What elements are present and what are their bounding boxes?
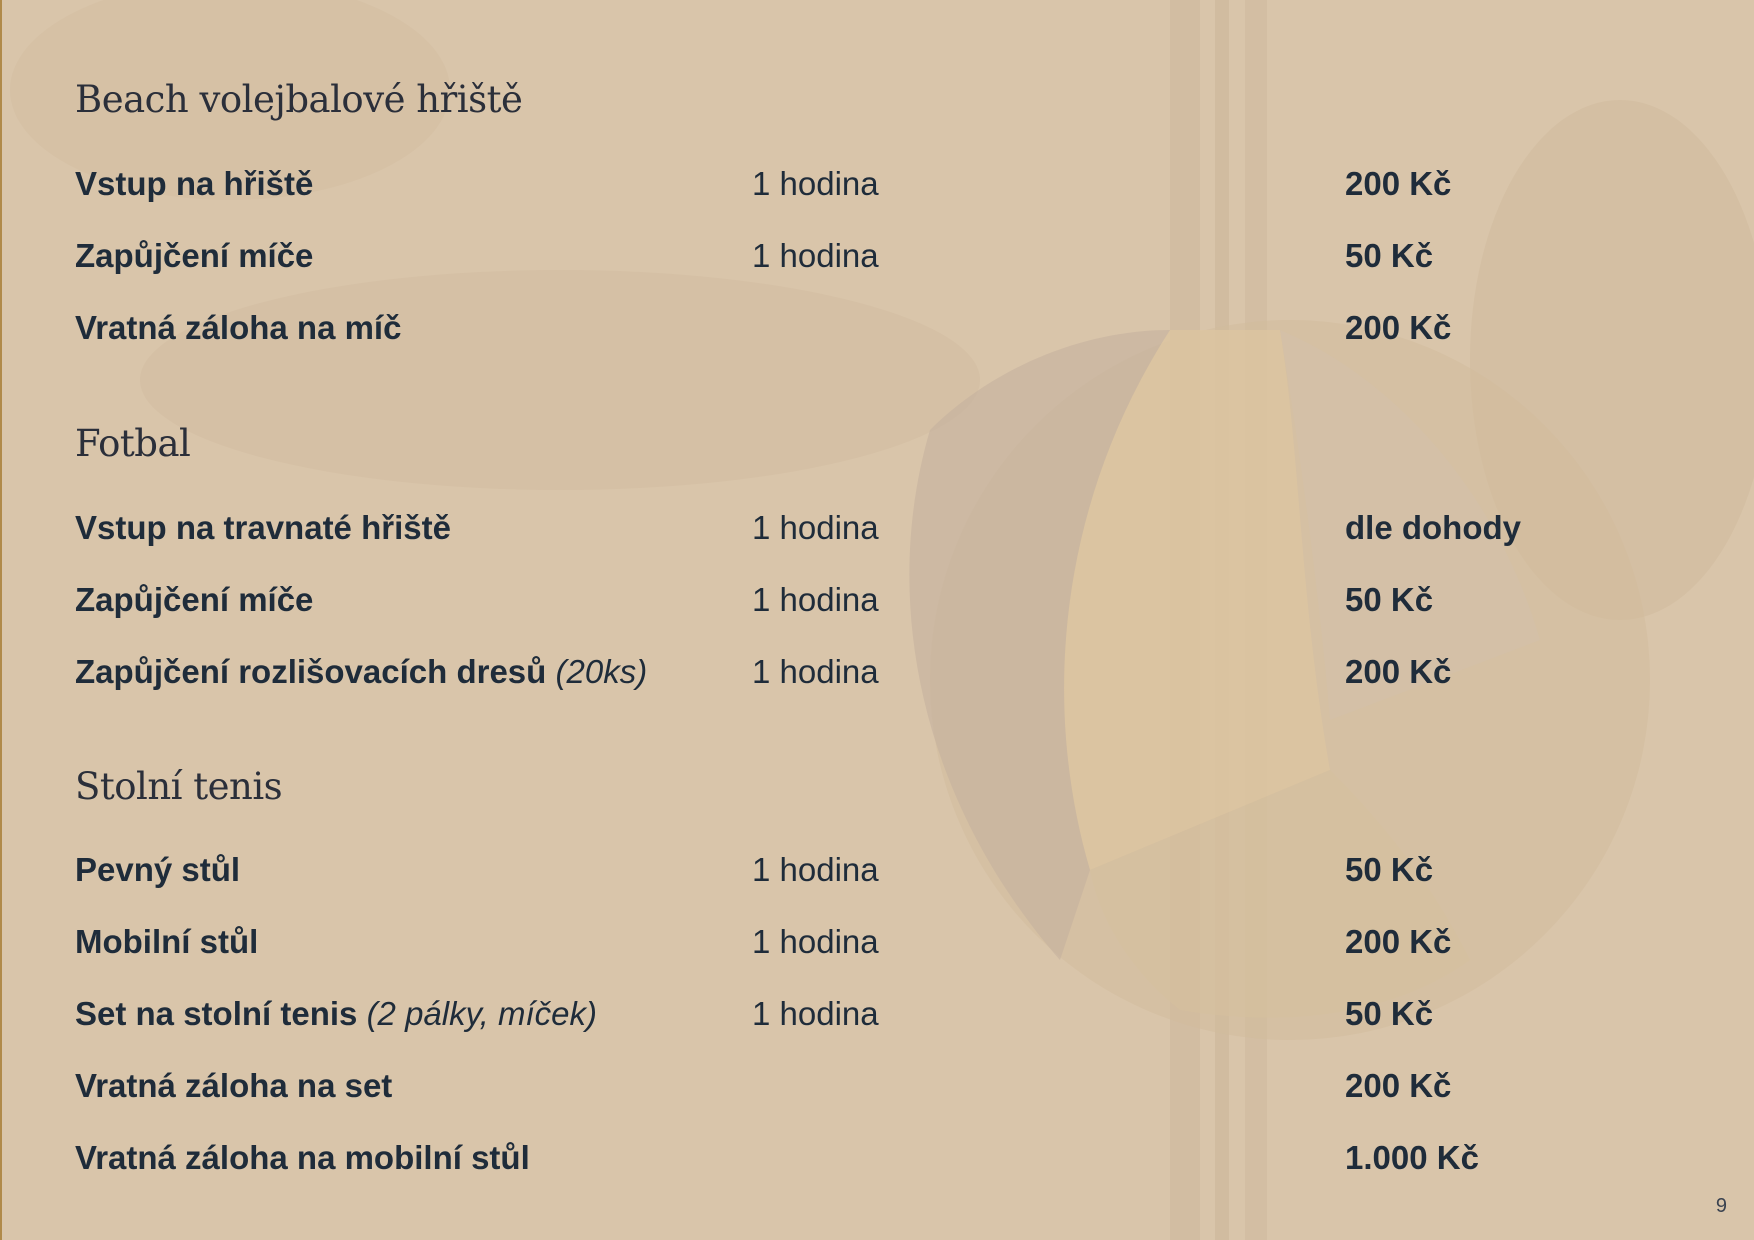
page-number: 9: [1715, 1195, 1727, 1217]
item-label: Vratná záloha na mobilní stůl: [75, 1139, 530, 1176]
price-label: 200 Kč: [1345, 165, 1452, 202]
item-name: Set na stolní tenis: [75, 995, 358, 1032]
item-label: Vstup na travnaté hřiště: [75, 509, 451, 546]
item-label: [75, 653, 647, 691]
item-name: Zapůjčení rozlišovacích dresů: [75, 653, 547, 690]
item-label: Vstup na hřiště: [75, 165, 314, 202]
item-label: Zapůjčení míče: [75, 581, 314, 618]
price-label: 50 Kč: [1345, 581, 1434, 618]
price-row: [75, 309, 1715, 353]
page-left-edge: [0, 0, 2, 1240]
price-label: 200 Kč: [1345, 309, 1452, 346]
item-note: (20ks): [555, 653, 648, 690]
duration-label: 1 hodina: [752, 165, 879, 202]
price-label: 200 Kč: [1345, 923, 1452, 960]
price-row: [75, 851, 1715, 895]
price-label: 200 Kč: [1345, 1067, 1452, 1104]
duration-label: 1 hodina: [752, 851, 879, 888]
price-row: [75, 165, 1715, 209]
item-note: (2 pálky, míček): [366, 995, 597, 1032]
item-label: Vratná záloha na míč: [75, 309, 402, 346]
price-label: 200 Kč: [1345, 653, 1452, 690]
price-row: [75, 581, 1715, 625]
item-label: Zapůjčení míče: [75, 237, 314, 274]
price-row: [75, 995, 1715, 1039]
price-row: [75, 237, 1715, 281]
price-row: [75, 509, 1715, 553]
item-label: Pevný stůl: [75, 851, 241, 888]
price-label: 50 Kč: [1345, 851, 1434, 888]
item-label: [75, 995, 597, 1033]
section-title-beach-volleyball: Beach volejbalové hřiště: [75, 78, 523, 121]
section-title-table-tennis: Stolní tenis: [75, 765, 283, 808]
price-label: dle dohody: [1345, 509, 1521, 546]
duration-label: 1 hodina: [752, 509, 879, 546]
section-title-football: Fotbal: [75, 422, 191, 465]
price-label: 50 Kč: [1345, 995, 1434, 1032]
price-row: [75, 923, 1715, 967]
item-label: Mobilní stůl: [75, 923, 259, 960]
price-row: [75, 1067, 1715, 1111]
duration-label: 1 hodina: [752, 923, 879, 960]
duration-label: 1 hodina: [752, 237, 879, 274]
item-label: Vratná záloha na set: [75, 1067, 393, 1104]
price-label: 50 Kč: [1345, 237, 1434, 274]
duration-label: 1 hodina: [752, 581, 879, 618]
price-row: [75, 653, 1715, 697]
price-label: 1.000 Kč: [1345, 1139, 1479, 1176]
price-row: [75, 1139, 1715, 1183]
duration-label: 1 hodina: [752, 995, 879, 1032]
duration-label: 1 hodina: [752, 653, 879, 690]
